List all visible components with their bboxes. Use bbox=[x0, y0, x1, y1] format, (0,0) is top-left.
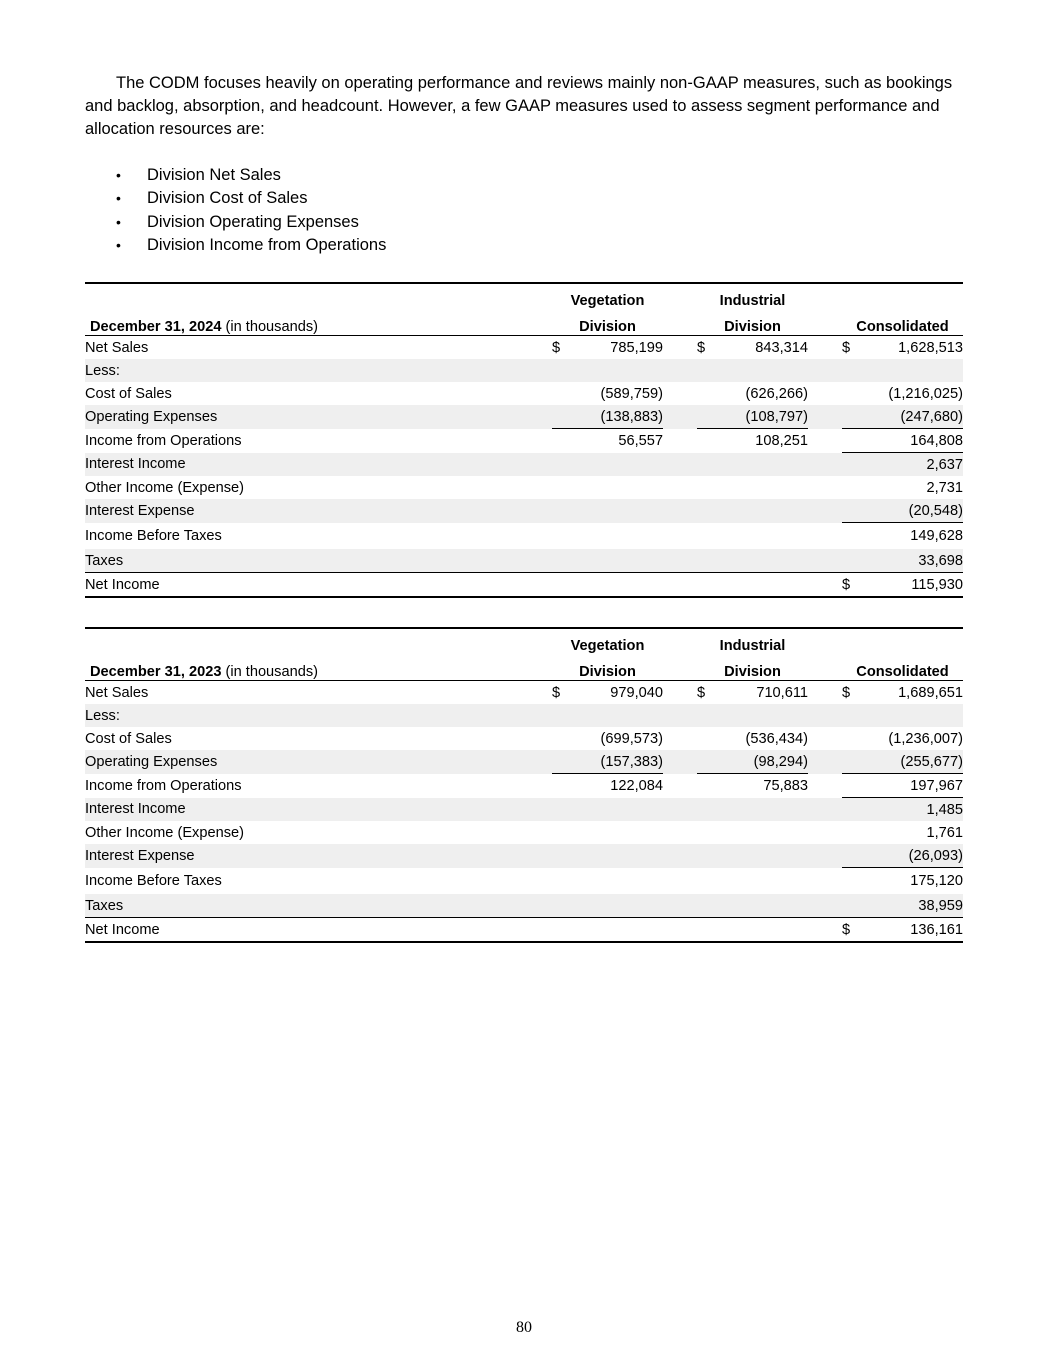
row-label-net-income: Net Income bbox=[85, 918, 552, 943]
table-row bbox=[85, 844, 963, 868]
currency-symbol: $ bbox=[842, 339, 851, 356]
column-header-vegetation: Vegetation bbox=[570, 293, 645, 309]
cell-consolidated: 197,967 bbox=[862, 774, 963, 798]
period-label: December 31, 2024 bbox=[90, 319, 222, 335]
cell-consolidated: 33,698 bbox=[862, 549, 963, 573]
table-row bbox=[85, 476, 963, 499]
cell-consolidated: (247,680) bbox=[862, 405, 963, 429]
measures-list bbox=[116, 164, 386, 257]
cell-consolidated: 2,637 bbox=[862, 453, 963, 477]
cell-consolidated: 1,761 bbox=[926, 824, 963, 841]
intro-text: The CODM focuses heavily on operating performance and reviews mainly non-GAAP measures, such as bookings and backlog, absorption, and headcount. However, a few GAAP measures used to assess segment performance and allocation resources are: bbox=[85, 74, 953, 138]
column-header-consolidated: Consolidated bbox=[842, 654, 963, 681]
table-title bbox=[85, 309, 552, 336]
row-label-other-income: Other Income (Expense) bbox=[85, 479, 244, 496]
bullet-icon: • bbox=[116, 213, 121, 230]
list-item bbox=[116, 164, 386, 187]
table-row bbox=[85, 750, 963, 774]
table-row bbox=[85, 868, 963, 895]
row-label-interest-expense: Interest Expense bbox=[85, 844, 552, 868]
cell-consolidated: (255,677) bbox=[862, 750, 963, 774]
cell-industrial: 108,251 bbox=[755, 432, 808, 449]
period-label: December 31, 2023 bbox=[90, 664, 222, 680]
page-number: 80 bbox=[516, 1319, 532, 1336]
list-item-text: Division Income from Operations bbox=[147, 235, 387, 254]
list-item-text: Division Net Sales bbox=[147, 166, 281, 184]
column-header-industrial-division: Division bbox=[697, 654, 808, 681]
cell-consolidated: 115,930 bbox=[862, 573, 963, 598]
list-item bbox=[116, 187, 386, 210]
row-label-cost-of-sales: Cost of Sales bbox=[85, 730, 172, 747]
row-label-net-sales: Net Sales bbox=[85, 339, 149, 356]
row-label-income-from-operations: Income from Operations bbox=[85, 777, 242, 794]
column-header-industrial: Industrial bbox=[719, 293, 786, 309]
table-row bbox=[85, 359, 963, 382]
cell-consolidated: (20,548) bbox=[862, 499, 963, 523]
table-row bbox=[85, 453, 963, 477]
row-label-income-from-operations: Income from Operations bbox=[85, 432, 242, 449]
table-title bbox=[85, 654, 552, 681]
currency-symbol: $ bbox=[697, 339, 706, 356]
table-row bbox=[85, 382, 963, 405]
table-row bbox=[85, 918, 963, 943]
cell-consolidated: 1,628,513 bbox=[898, 339, 963, 356]
row-label-taxes: Taxes bbox=[85, 549, 552, 573]
list-item-text: Division Operating Expenses bbox=[147, 212, 359, 231]
intro-paragraph bbox=[85, 72, 955, 141]
column-header-vegetation-division: Division bbox=[552, 654, 663, 681]
currency-symbol: $ bbox=[552, 684, 561, 701]
cell-consolidated: 1,689,651 bbox=[898, 684, 963, 701]
row-label-taxes: Taxes bbox=[85, 894, 552, 918]
currency-symbol: $ bbox=[552, 339, 561, 356]
cell-consolidated: 38,959 bbox=[862, 894, 963, 918]
row-label-income-before-taxes: Income Before Taxes bbox=[85, 527, 222, 544]
table-row bbox=[85, 774, 963, 798]
table-row bbox=[85, 704, 963, 727]
cell-consolidated: 149,628 bbox=[910, 528, 963, 544]
table-row bbox=[85, 821, 963, 844]
cell-vegetation: 979,040 bbox=[610, 684, 663, 701]
column-header-industrial-division: Division bbox=[697, 309, 808, 336]
cell-consolidated: 164,808 bbox=[862, 429, 963, 453]
cell-vegetation: 122,084 bbox=[610, 777, 663, 794]
row-label-net-sales: Net Sales bbox=[85, 684, 149, 701]
column-header-vegetation-division: Division bbox=[552, 309, 663, 336]
cell-industrial: (536,434) bbox=[745, 730, 808, 747]
cell-industrial: (108,797) bbox=[717, 405, 808, 429]
cell-consolidated: 175,120 bbox=[910, 873, 963, 889]
currency-symbol: $ bbox=[842, 684, 851, 701]
list-item-text: Division Cost of Sales bbox=[147, 189, 308, 208]
row-label-operating-expenses: Operating Expenses bbox=[85, 405, 552, 429]
table-row bbox=[85, 549, 963, 573]
currency-symbol: $ bbox=[697, 684, 706, 701]
table-row bbox=[85, 573, 963, 598]
column-header-vegetation: Vegetation bbox=[570, 638, 645, 654]
segment-table-2024 bbox=[85, 282, 963, 598]
row-label-interest-income: Interest Income bbox=[85, 453, 552, 477]
row-label-income-before-taxes: Income Before Taxes bbox=[85, 872, 222, 889]
cell-vegetation: (138,883) bbox=[572, 405, 663, 429]
cell-vegetation: 785,199 bbox=[610, 339, 663, 356]
table-row bbox=[85, 523, 963, 550]
cell-consolidated: 1,485 bbox=[862, 798, 963, 822]
table-row bbox=[85, 405, 963, 429]
row-label-net-income: Net Income bbox=[85, 573, 552, 598]
cell-consolidated: 2,731 bbox=[926, 479, 963, 496]
cell-industrial: 75,883 bbox=[763, 777, 808, 794]
column-header-industrial: Industrial bbox=[719, 638, 786, 654]
row-label-less: Less: bbox=[85, 359, 552, 382]
list-item bbox=[116, 211, 386, 234]
cell-consolidated: (1,236,007) bbox=[888, 730, 963, 747]
segment-table-2023 bbox=[85, 627, 963, 943]
row-label-operating-expenses: Operating Expenses bbox=[85, 750, 552, 774]
cell-vegetation: (699,573) bbox=[600, 730, 663, 747]
table-row bbox=[85, 681, 963, 705]
currency-symbol: $ bbox=[842, 918, 862, 943]
cell-vegetation: (157,383) bbox=[572, 750, 663, 774]
cell-consolidated: (1,216,025) bbox=[888, 385, 963, 402]
table-row bbox=[85, 894, 963, 918]
currency-symbol: $ bbox=[842, 573, 862, 598]
bullet-icon: • bbox=[116, 167, 121, 183]
bullet-icon: • bbox=[116, 190, 121, 207]
column-header-consolidated: Consolidated bbox=[842, 309, 963, 336]
list-item bbox=[116, 234, 386, 257]
table-row bbox=[85, 429, 963, 453]
cell-vegetation: (589,759) bbox=[600, 385, 663, 402]
cell-consolidated: 136,161 bbox=[862, 918, 963, 943]
row-label-less: Less: bbox=[85, 704, 552, 727]
cell-industrial: 710,611 bbox=[756, 684, 808, 701]
table-row bbox=[85, 798, 963, 822]
cell-industrial: 843,314 bbox=[755, 339, 808, 356]
row-label-interest-income: Interest Income bbox=[85, 798, 552, 822]
cell-industrial: (98,294) bbox=[717, 750, 808, 774]
cell-industrial: (626,266) bbox=[745, 385, 808, 402]
row-label-interest-expense: Interest Expense bbox=[85, 499, 552, 523]
row-label-cost-of-sales: Cost of Sales bbox=[85, 385, 172, 402]
table-row bbox=[85, 336, 963, 360]
row-label-other-income: Other Income (Expense) bbox=[85, 824, 244, 841]
table-row bbox=[85, 499, 963, 523]
unit-label: (in thousands) bbox=[225, 664, 318, 680]
table-row bbox=[85, 727, 963, 750]
unit-label: (in thousands) bbox=[225, 319, 318, 335]
cell-consolidated: (26,093) bbox=[862, 844, 963, 868]
bullet-icon: • bbox=[116, 236, 121, 253]
cell-vegetation: 56,557 bbox=[618, 432, 663, 449]
